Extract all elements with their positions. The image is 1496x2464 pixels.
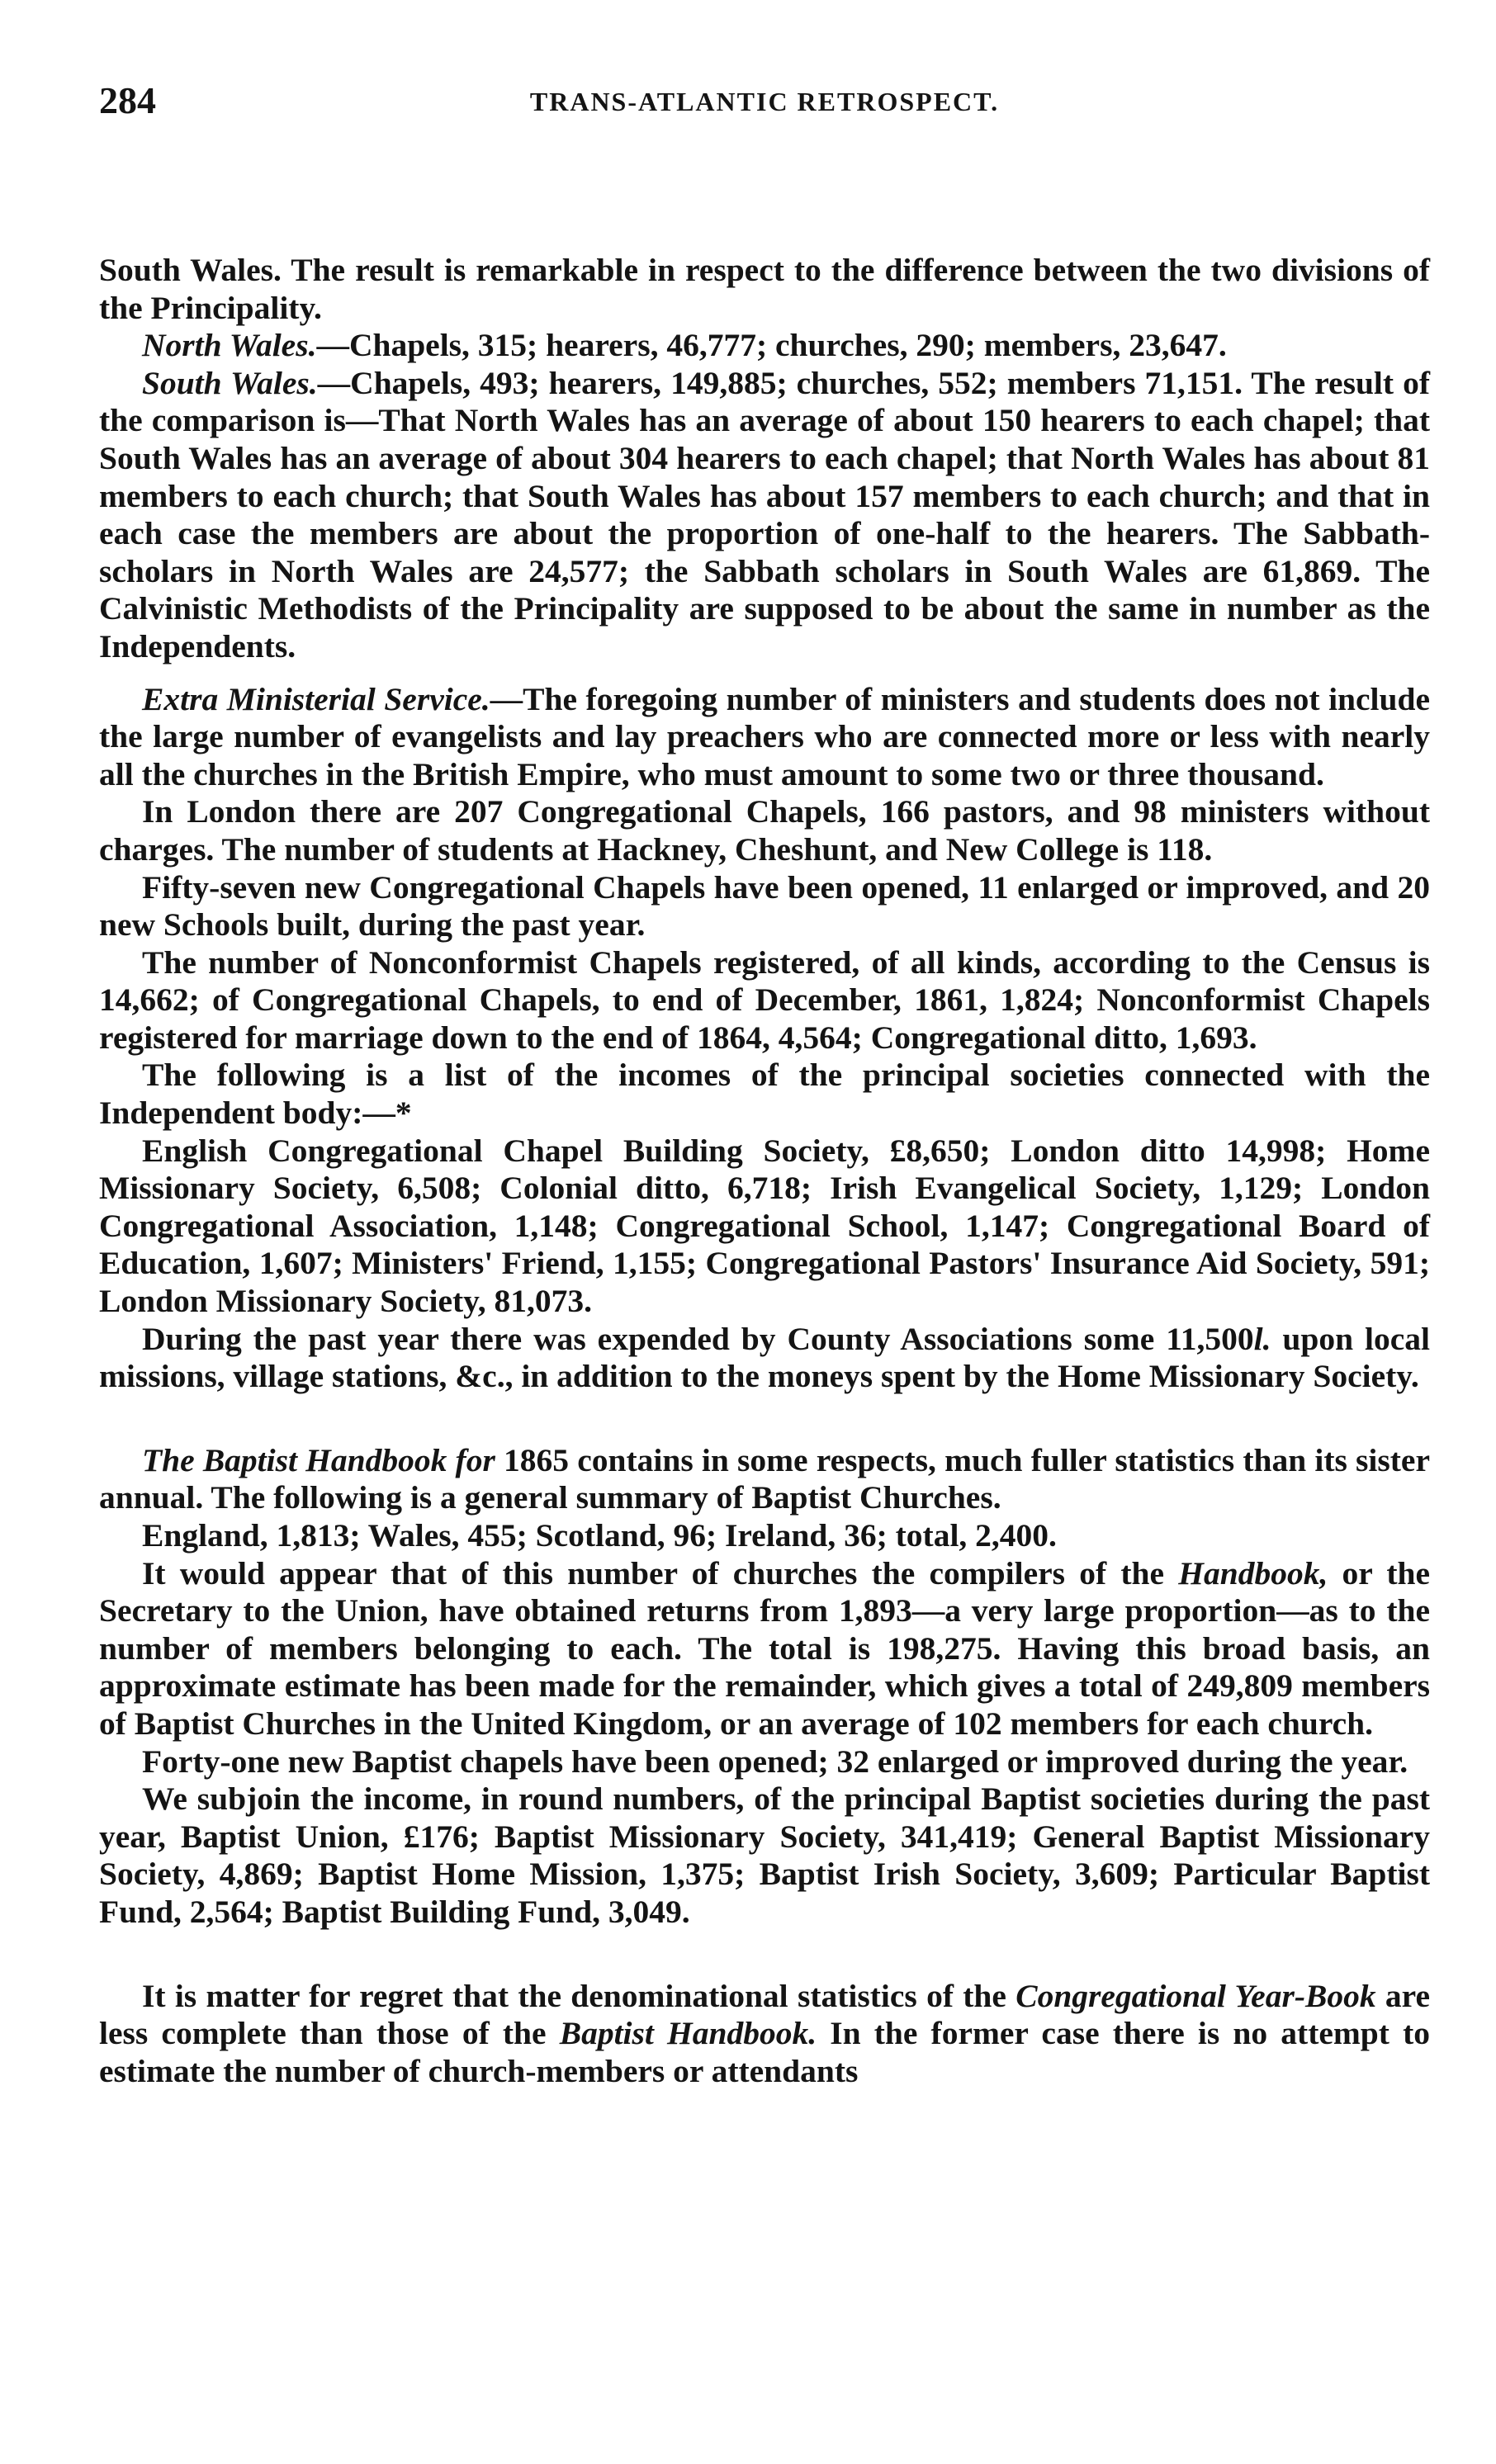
paragraph-extra-ministerial-service [99,681,1430,794]
paragraph-text: —Chapels, 493; hearers, 149,885; churches, 552; members 71,151. The result of the comparison is—That North Wales has an average of about 150 hearers to each chapel; that South Wales has an average of about 304 hearers to each chapel; that North Wales has about 81 members to each church; that South Wales has about 157 members to each church; and that in each case the members are about the proportion of one-half to the hearers. The Sabbath-scholars in North Wales are 24,577; the Sabbath scholars in South Wales are 61,869. The Calvinistic Methodists of the Principality are supposed to be about the same in number as the Independents. [99,364,1431,664]
paragraph-county-associations [99,1321,1430,1396]
paragraph-baptist-new-chapels [99,1743,1430,1781]
paragraph-lead: North Wales. [142,327,317,364]
currency-unit: l. [1253,1320,1271,1357]
paragraph-south-wales [99,365,1430,666]
paragraph-text: The following is a list of the incomes of the principal societies connected with the Independent body:—* [99,1057,1430,1132]
paragraph-nonconformist-chapels [99,944,1430,1057]
paragraph-lead: The Baptist Handbook for [142,1441,495,1478]
paragraph-text-after: In the former case there is no attempt to estimate the number of church-members or attendants [99,2015,1430,2089]
paragraph-text: —The foregoing number of ministers and students does not include the large number of evangelists and lay preachers who are connected more or less with nearly all the churches in the British Empire, who must amount to some two or three thousand. [99,680,1430,792]
paragraph-text: England, 1,813; Wales, 455; Scotland, 96; Ireland, 36; total, 2,400. [142,1517,1057,1554]
paragraph-new-chapels [99,869,1430,944]
body-text [99,252,1430,2090]
paragraph-text-middle: are less complete than those of the [99,1977,1430,2052]
paragraph-text-before: During the past year there was expended by County Associations some 11,500 [142,1320,1254,1357]
paragraph-text: We subjoin the income, in round numbers, of the principal Baptist societies during the past year, Baptist Union, £176; Baptist Missionary Society, 341,419; General Baptist Missionary Society, 4,869; Baptist Home Mission, 1,375; Baptist Irish Society, 3,609; Particular Baptist Fund, 2,564; Baptist Building Fund, 3,049. [99,1781,1430,1930]
book-title: Congregational Year-Book [1015,1977,1376,2014]
paragraph-baptist-members [99,1555,1430,1743]
paragraph-text: Fifty-seven new Congregational Chapels have been opened, 11 enlarged or improved, and 20 new Schools built, during the past year. [99,868,1430,944]
book-title: Handbook, [1178,1554,1328,1591]
paragraph-text: English Congregational Chapel Building Society, £8,650; London ditto 14,998; Home Missionary Society, 6,508; Colonial ditto, 6,718; Irish Evangelical Society, 1,129; London Congregational Association, 1,148; Congregational School, 1,147; Congregational Board of Education, 1,607; Ministers' Friend, 1,155; Congregational Pastors' Insurance Aid Society, 591; London Missionary Society, 81,073. [99,1132,1430,1320]
paragraph-lead: Extra Ministerial Service. [142,680,490,717]
running-title: TRANS-ATLANTIC RETROSPECT. [529,87,1000,116]
paragraph-baptist-incomes [99,1781,1430,1931]
paragraph-text: The number of Nonconformist Chapels registered, of all kinds, according to the Census is 14,662; of Congregational Chapels, to end of December, 1861, 1,824; Nonconformist Chapels registered for marriage down to the end of 1864, 4,564; Congregational ditto, 1,693. [99,944,1430,1056]
paragraph-baptist-handbook [99,1442,1430,1517]
page-number: 284 [99,79,156,121]
paragraph-south-wales-intro [99,252,1430,327]
paragraph-text: —Chapels, 315; hearers, 46,777; churches, 290; members, 23,647. [316,327,1227,364]
paragraph-london-chapels [99,793,1430,868]
paragraph-north-wales [99,327,1430,365]
paragraph-text: In London there are 207 Congregational Chapels, 166 pastors, and 98 ministers without charges. The number of students at Hackney, Cheshunt, and New College is 118. [99,793,1430,868]
paragraph-text: 1865 contains in some respects, much fuller statistics than its sister annual. The following is a general summary of Baptist Churches. [99,1441,1430,1516]
paragraph-text: South Wales. The result is remarkable in respect to the difference between the two divisions of the Principality. [99,252,1430,326]
paragraph-lead: South Wales. [142,364,318,401]
paragraph-statistics-regret [99,1978,1430,2091]
paragraph-incomes-intro [99,1057,1430,1132]
paragraph-text-before: It would appear that of this number of churches the compilers of the [142,1554,1179,1591]
paragraph-text: Forty-one new Baptist chapels have been opened; 32 enlarged or improved during the year. [142,1743,1408,1780]
book-title: Baptist Handbook. [559,2015,817,2052]
page-header [99,78,1430,128]
book-page [99,78,1430,2090]
paragraph-baptist-summary [99,1517,1430,1555]
paragraph-independent-incomes [99,1133,1430,1321]
paragraph-text-before: It is matter for regret that the denominational statistics of the [142,1977,1016,2014]
paragraph-text-after: upon local missions, village stations, &c., in addition to the moneys spent by the Home Missionary Society. [99,1320,1430,1395]
paragraph-text-after: or the Secretary to the Union, have obtained returns from 1,893—a very large proportion—as to the number of members belonging to each. The total is 198,275. Having this broad basis, an approximate estimate has been made for the remainder, which gives a total of 249,809 members of Baptist Churches in the United Kingdom, or an average of 102 members for each church. [99,1554,1430,1742]
